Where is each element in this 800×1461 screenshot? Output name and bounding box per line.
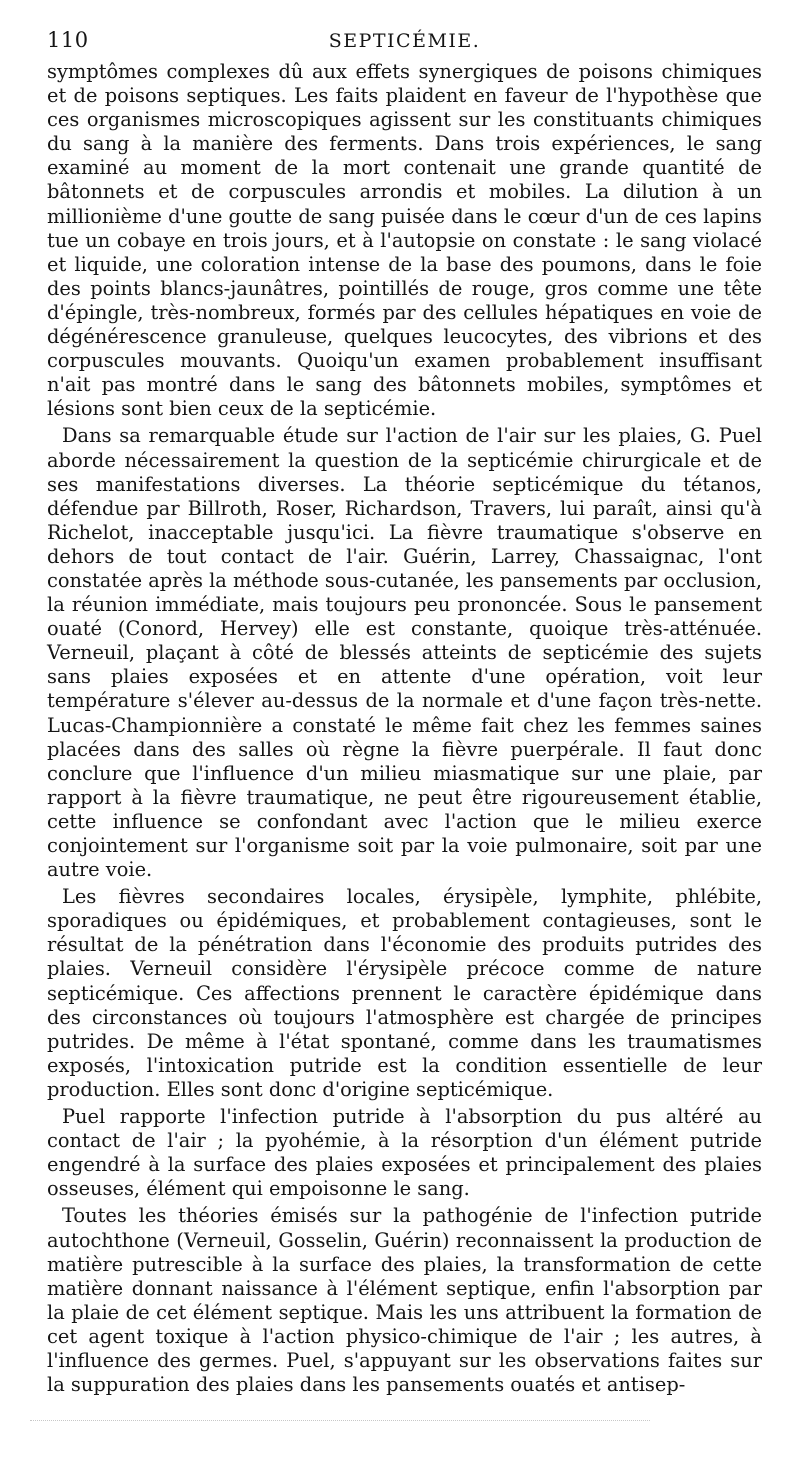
paragraph-putrid-infection: Puel rapporte l'infection putride à l'absorption du pus altéré au contact de l'air ; la pyohémie, à la résorption d'un élément putride engendré à la surface des plaies exposées et principalement des plaies osseuses, élément qui empoisonne le sang. xyxy=(47,1105,762,1201)
paragraph-secondary-fevers: Les fièvres secondaires locales, érysipèle, lymphite, phlébite, sporadiques ou épidémiques, et probablement contagieuses, sont le résultat de la pénétration dans l'économie des produits putrides des plaies. Verneuil considère l'érysipèle précoce comme de nature septicémique. Ces affections prennent le caractère épidémique dans des circonstances où toujours l'atmosphère est chargée de principes putrides. De même à l'état spontané, comme dans les traumatismes exposés, l'intoxication putride est la condition essentielle de leur production. Elles sont donc d'origine septicémique. xyxy=(47,885,762,1101)
book-page xyxy=(47,28,762,1397)
running-title: SEPTICÉMIE. xyxy=(328,30,481,52)
paragraph-puel-study: Dans sa remarquable étude sur l'action de l'air sur les plaies, G. Puel aborde nécessairement la question de la septicémie chirurgicale et de ses manifestations diverses. La théorie septicémique du tétanos, défendue par Billroth, Roser, Richardson, Travers, lui paraît, ainsi qu'à Richelot, inacceptable jusqu'ici. La fièvre traumatique s'observe en dehors de tout contact de l'air. Guérin, Larrey, Chassaignac, l'ont constatée après la méthode sous-cutanée, les pansements par occlusion, la réunion immédiate, mais toujours peu prononcée. Sous le pansement ouaté (Conord, Hervey) elle est constante, quoique très-atténuée. Verneuil, plaçant à côté de blessés atteints de septicémie des sujets sans plaies exposées et en attente d'une opération, voit leur température s'élever au-dessus de la normale et d'une façon très-nette. Lucas-Championnière a constaté le même fait chez les femmes saines placées dans des salles où règne la fièvre puerpérale. Il faut donc conclure que l'influence d'un milieu miasmatique sur une plaie, par rapport à la fièvre traumatique, ne peut être rigoureusement établie, cette influence se confondant avec l'action que le milieu exerce conjointement sur l'organisme soit par la voie pulmonaire, soit par une autre voie. xyxy=(47,424,762,882)
page-number: 110 xyxy=(47,28,89,52)
paragraph-continuation: symptômes complexes dû aux effets synergiques de poisons chimiques et de poisons septiques. Les faits plaident en faveur de l'hypothèse que ces organismes microscopiques agissent sur les constituants chimiques du sang à la manière des ferments. Dans trois expériences, le sang examiné au moment de la mort contenait une grande quantité de bâtonnets et de corpuscules arrondis et mobiles. La dilution à un millionième d'une goutte de sang puisée dans le cœur d'un de ces lapins tue un cobaye en trois jours, et à l'autopsie on constate : le sang violacé et liquide, une coloration intense de la base des poumons, dans le foie des points blancs-jaunâtres, pointillés de rouge, gros comme une tête d'épingle, très-nombreux, formés par des cellules hépatiques en voie de dégénérescence granuleuse, quelques leucocytes, des vibrions et des corpuscules mouvants. Quoiqu'un examen probablement insuffisant n'ait pas montré dans le sang des bâtonnets mobiles, symptômes et lésions sont bien ceux de la septicémie. xyxy=(47,60,762,421)
paragraph-theories: Toutes les théories émisés sur la pathogénie de l'infection putride autochthone (Verneuil, Gosselin, Guérin) reconnaissent la production de matière putrescible à la surface des plaies, la transformation de cette matière donnant naissance à l'élément septique, enfin l'absorption par la plaie de cet élément septique. Mais les uns attribuent la formation de cet agent toxique à l'action physico-chimique de l'air ; les autres, à l'influence des germes. Puel, s'appuyant sur les observations faites sur la suppuration des plaies dans les pansements ouatés et antisep- xyxy=(47,1204,762,1397)
page-header xyxy=(47,28,762,54)
footer-bleed-line xyxy=(30,1420,650,1421)
body-text xyxy=(47,60,762,1397)
